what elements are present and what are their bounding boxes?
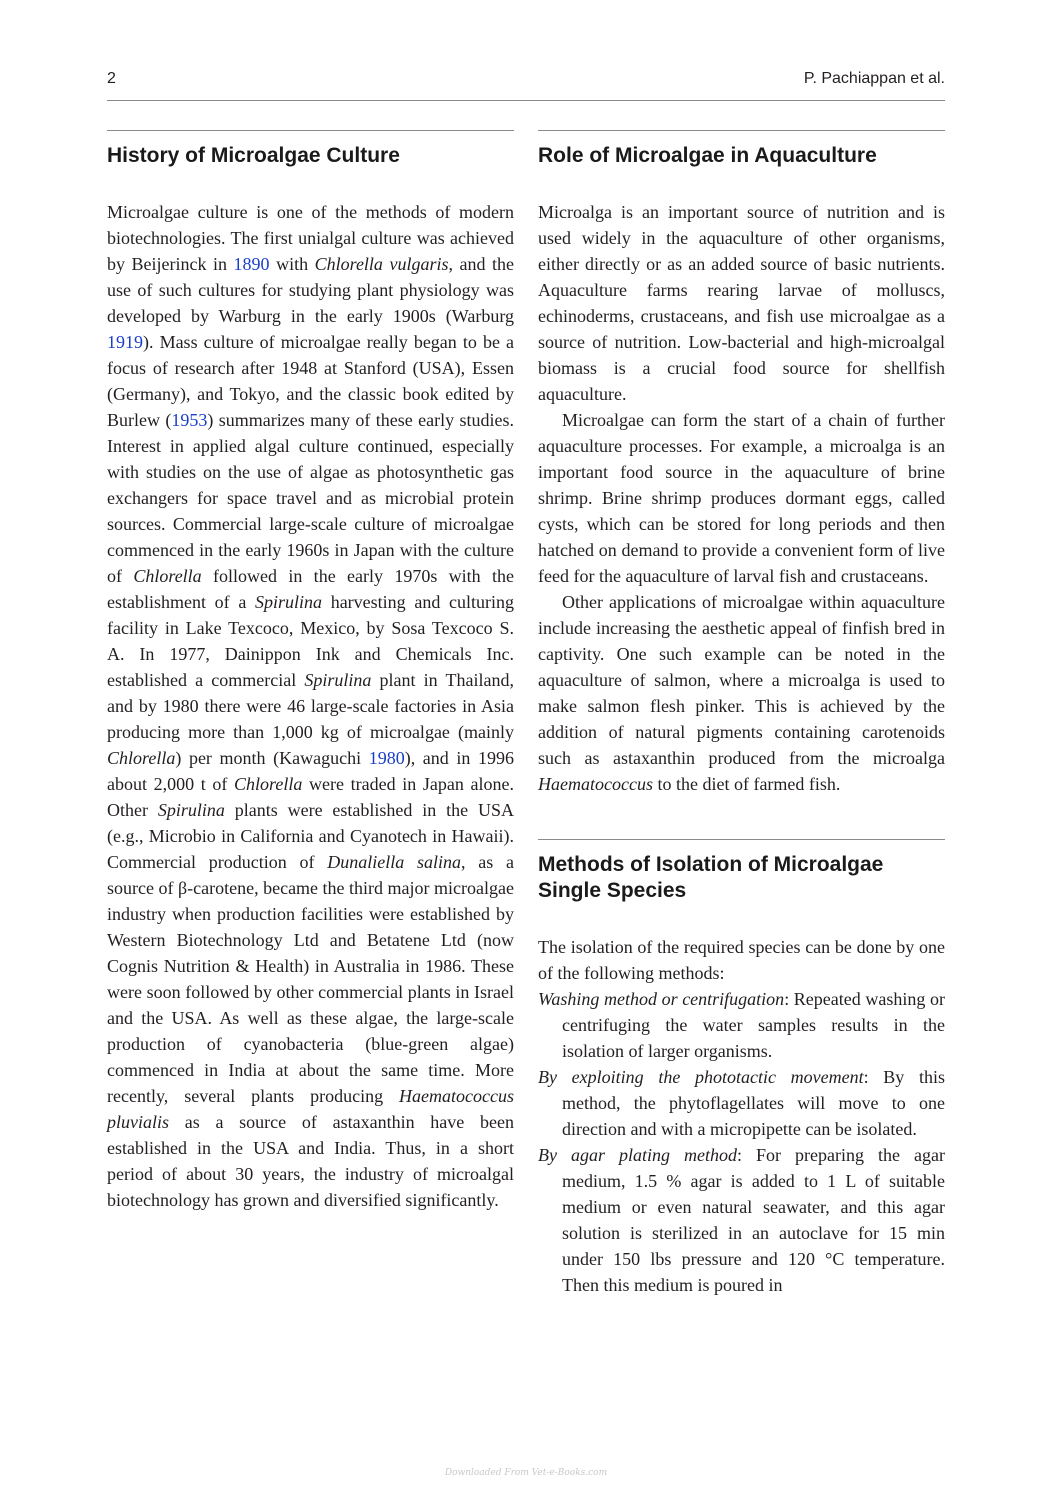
citation-link[interactable]: 1953 bbox=[171, 410, 208, 430]
italic-term: Chlorella vulgaris bbox=[314, 254, 449, 274]
italic-term: Dunaliella salina bbox=[327, 852, 461, 872]
text-run: plants were established in the USA (e.g., Microbio in California and Cyanotech in Hawaii). Commercial production of bbox=[107, 800, 515, 872]
text-run: Microalgae culture is one of the methods of modern biotechnologies. The first unialgal culture was achieved by Beijerinck in bbox=[107, 202, 514, 274]
methods-intro: The isolation of the required species can be done by one of the following methods: bbox=[538, 937, 945, 983]
page-number: 2 bbox=[107, 70, 116, 87]
right-column bbox=[538, 130, 945, 1298]
left-column bbox=[107, 130, 514, 1213]
italic-term: Haematococcus bbox=[538, 774, 653, 794]
section-rule bbox=[538, 839, 945, 840]
italic-term: Spirulina bbox=[255, 592, 323, 612]
citation-link[interactable]: 1919 bbox=[107, 332, 143, 352]
method-term: By exploiting the phototactic movement bbox=[538, 1067, 864, 1087]
section-title-methods: Methods of Isolation of Microalgae Single Species bbox=[538, 853, 884, 902]
citation-link[interactable]: 1890 bbox=[233, 254, 270, 274]
method-item bbox=[538, 986, 945, 1064]
text-run: ) summarizes many of these early studies. Interest in applied algal culture continued, especially with studies on the use of algae as photosynthetic gas exchangers for space travel and as microbial protein sources. Commercial large-scale culture of microalgae commenced in the early 1960s in Japan with the culture of bbox=[107, 410, 514, 586]
method-description: : Repeated washing or centrifuging the water samples results in the isolation of larger organisms. bbox=[562, 989, 945, 1061]
italic-term: Haematococcus pluvialis bbox=[107, 1086, 514, 1132]
text-run: followed in the early 1970s with the establishment of a bbox=[107, 566, 514, 612]
role-paragraph-1: Microalga is an important source of nutrition and is used widely in the aquaculture of other organisms, either directly or as an added source of basic nutrients. Aquaculture farms rearing larvae of molluscs, echinoderms, crustaceans, and fish use microalgae as a source of nutrition. Low-bacterial and high-microalgal biomass is a crucial food source for shellfish aquaculture. bbox=[538, 202, 945, 404]
text-run: harvesting and culturing facility in Lake Texcoco, Mexico, by Sosa Texcoco S. A. In 1977, Dainippon Ink and Chemicals Inc. established a commercial bbox=[107, 592, 514, 690]
text-run: as a source of astaxanthin have been established in the USA and India. Thus, in a short period of about 30 years, the industry of microalgal biotechnology has grown and diversified significantly. bbox=[107, 1112, 514, 1210]
text-run: , and the use of such cultures for studying plant physiology was developed by Warburg in the early 1900s (Warburg bbox=[107, 254, 514, 326]
page-header bbox=[107, 70, 945, 92]
citation-link[interactable]: 1980 bbox=[368, 748, 405, 768]
text-run: with bbox=[269, 254, 315, 274]
text-run: to the diet of farmed fish. bbox=[652, 774, 841, 794]
watermark: Downloaded From Vet-e-Books.com bbox=[444, 1468, 608, 1478]
text-run: ). Mass culture of microalgae really began to be a focus of research after 1948 at Stanford (USA), Essen (Germany), and Tokyo, and the classic book edited by Burlew ( bbox=[107, 332, 514, 430]
italic-term: Spirulina bbox=[157, 800, 225, 820]
role-paragraph-2: Microalgae can form the start of a chain of further aquaculture processes. For example, a microalga is an important food source in the aquaculture of brine shrimp. Brine shrimp produces dormant eggs, called cysts, which can be stored for long periods and then hatched on demand to provide a convenient form of live feed for the aquaculture of larval fish and crustaceans. bbox=[538, 410, 945, 586]
section-rule bbox=[538, 130, 945, 131]
method-item bbox=[538, 1064, 945, 1142]
text-run: , as a source of β-carotene, became the third major microalgae industry when production facilities were established by Western Biotechnology Ltd and Betatene Ltd (now Cognis Nutrition & Health) in Australia in 1986. These were soon followed by other commercial plants in Israel and the USA. As well as these algae, the large-scale production of cyanobacteria (blue-green algae) commenced in India at about the same time. More recently, several plants producing bbox=[107, 852, 515, 1106]
method-term: By agar plating method bbox=[538, 1145, 738, 1165]
italic-term: Chlorella bbox=[133, 566, 202, 586]
method-item bbox=[538, 1142, 945, 1298]
text-run: ), and in 1996 about 2,000 t of bbox=[107, 748, 514, 794]
italic-term: Chlorella bbox=[234, 774, 303, 794]
italic-term: Spirulina bbox=[304, 670, 372, 690]
method-description: : By this method, the phytoflagellates will move to one direction and with a micropipette can be isolated. bbox=[562, 1067, 945, 1139]
methods-list bbox=[538, 986, 945, 1298]
method-description: : For preparing the agar medium, 1.5 % agar is added to 1 L of suitable medium or even natural seawater, and this agar solution is sterilized in an autoclave for 15 min under 150 lbs pressure and 120 °C temperature. Then this medium is poured in bbox=[562, 1145, 945, 1295]
running-head: P. Pachiappan et al. bbox=[803, 70, 945, 87]
text-run: Other applications of microalgae within aquaculture include increasing the aesthetic appeal of finfish bred in captivity. One such example can be noted in the aquaculture of salmon, where a microalga is used to make salmon flesh pinker. This is achieved by the addition of natural pigments containing carotenoids such as astaxanthin produced from the microalga bbox=[538, 592, 945, 768]
role-paragraph-3 bbox=[538, 589, 945, 797]
text-run: ) per month (Kawaguchi bbox=[175, 748, 369, 768]
history-paragraph bbox=[107, 199, 514, 1213]
section-title-history: History of Microalgae Culture bbox=[107, 144, 400, 167]
section-rule bbox=[107, 130, 514, 131]
text-run: were traded in Japan alone. Other bbox=[107, 774, 514, 820]
section-title-role: Role of Microalgae in Aquaculture bbox=[538, 144, 877, 167]
text-run: plant in Thailand, and by 1980 there were 46 large-scale factories in Asia producing more than 1,000 kg of microalgae (mainly bbox=[107, 670, 514, 742]
method-term: Washing method or centrifugation bbox=[538, 989, 785, 1009]
header-rule bbox=[107, 100, 945, 101]
italic-term: Chlorella bbox=[107, 748, 176, 768]
